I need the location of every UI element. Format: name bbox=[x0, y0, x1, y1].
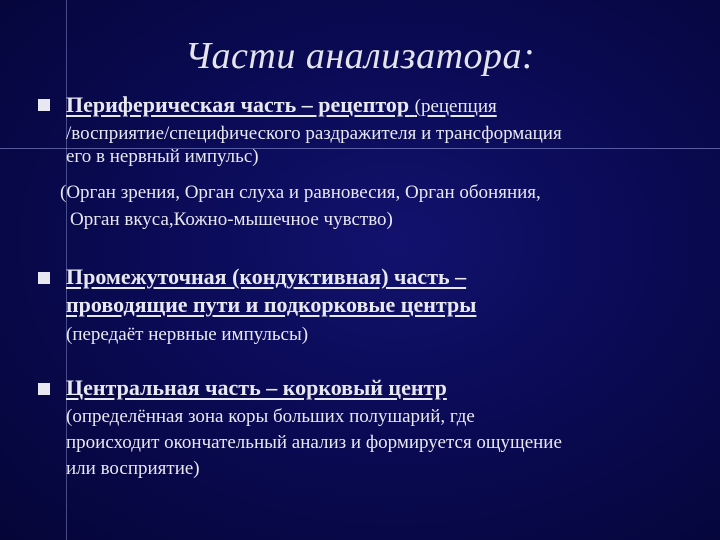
section-1-extra-line-1: (Орган зрения, Орган слуха и равновесия, Орган обоняния, bbox=[60, 182, 541, 203]
section-1-heading-tail: (рецепция bbox=[414, 96, 497, 117]
section-3-line-1: (определённая зона коры больших полушарий, где bbox=[66, 406, 475, 427]
section-1-heading-text: Периферическая часть – рецептор bbox=[66, 92, 410, 117]
section-3-heading: Центральная часть – корковый центр bbox=[66, 375, 447, 400]
slide-title: Части анализатора: bbox=[184, 35, 536, 77]
section-2-line-1: (передаёт нервные импульсы) bbox=[66, 324, 309, 345]
section-1-heading bbox=[66, 94, 497, 116]
section-2-heading-line-2: проводящие пути и подкорковые центры bbox=[66, 292, 477, 317]
section-1-extra-line-2: Орган вкуса,Кожно-мышечное чувство) bbox=[70, 209, 393, 230]
bullet-3 bbox=[38, 383, 50, 395]
section-2-heading-line-1: Промежуточная (кондуктивная) часть – bbox=[66, 264, 467, 289]
section-1-line-1: /восприятие/специфического раздражителя и трансформация bbox=[66, 123, 562, 144]
bullet-2 bbox=[38, 272, 50, 284]
section-3-line-2: происходит окончательный анализ и формируется ощущение bbox=[66, 432, 562, 453]
section-3-line-3: или восприятие) bbox=[66, 458, 200, 479]
section-1-line-2: его в нервный импульс) bbox=[66, 146, 259, 167]
bullet-1 bbox=[38, 99, 50, 111]
